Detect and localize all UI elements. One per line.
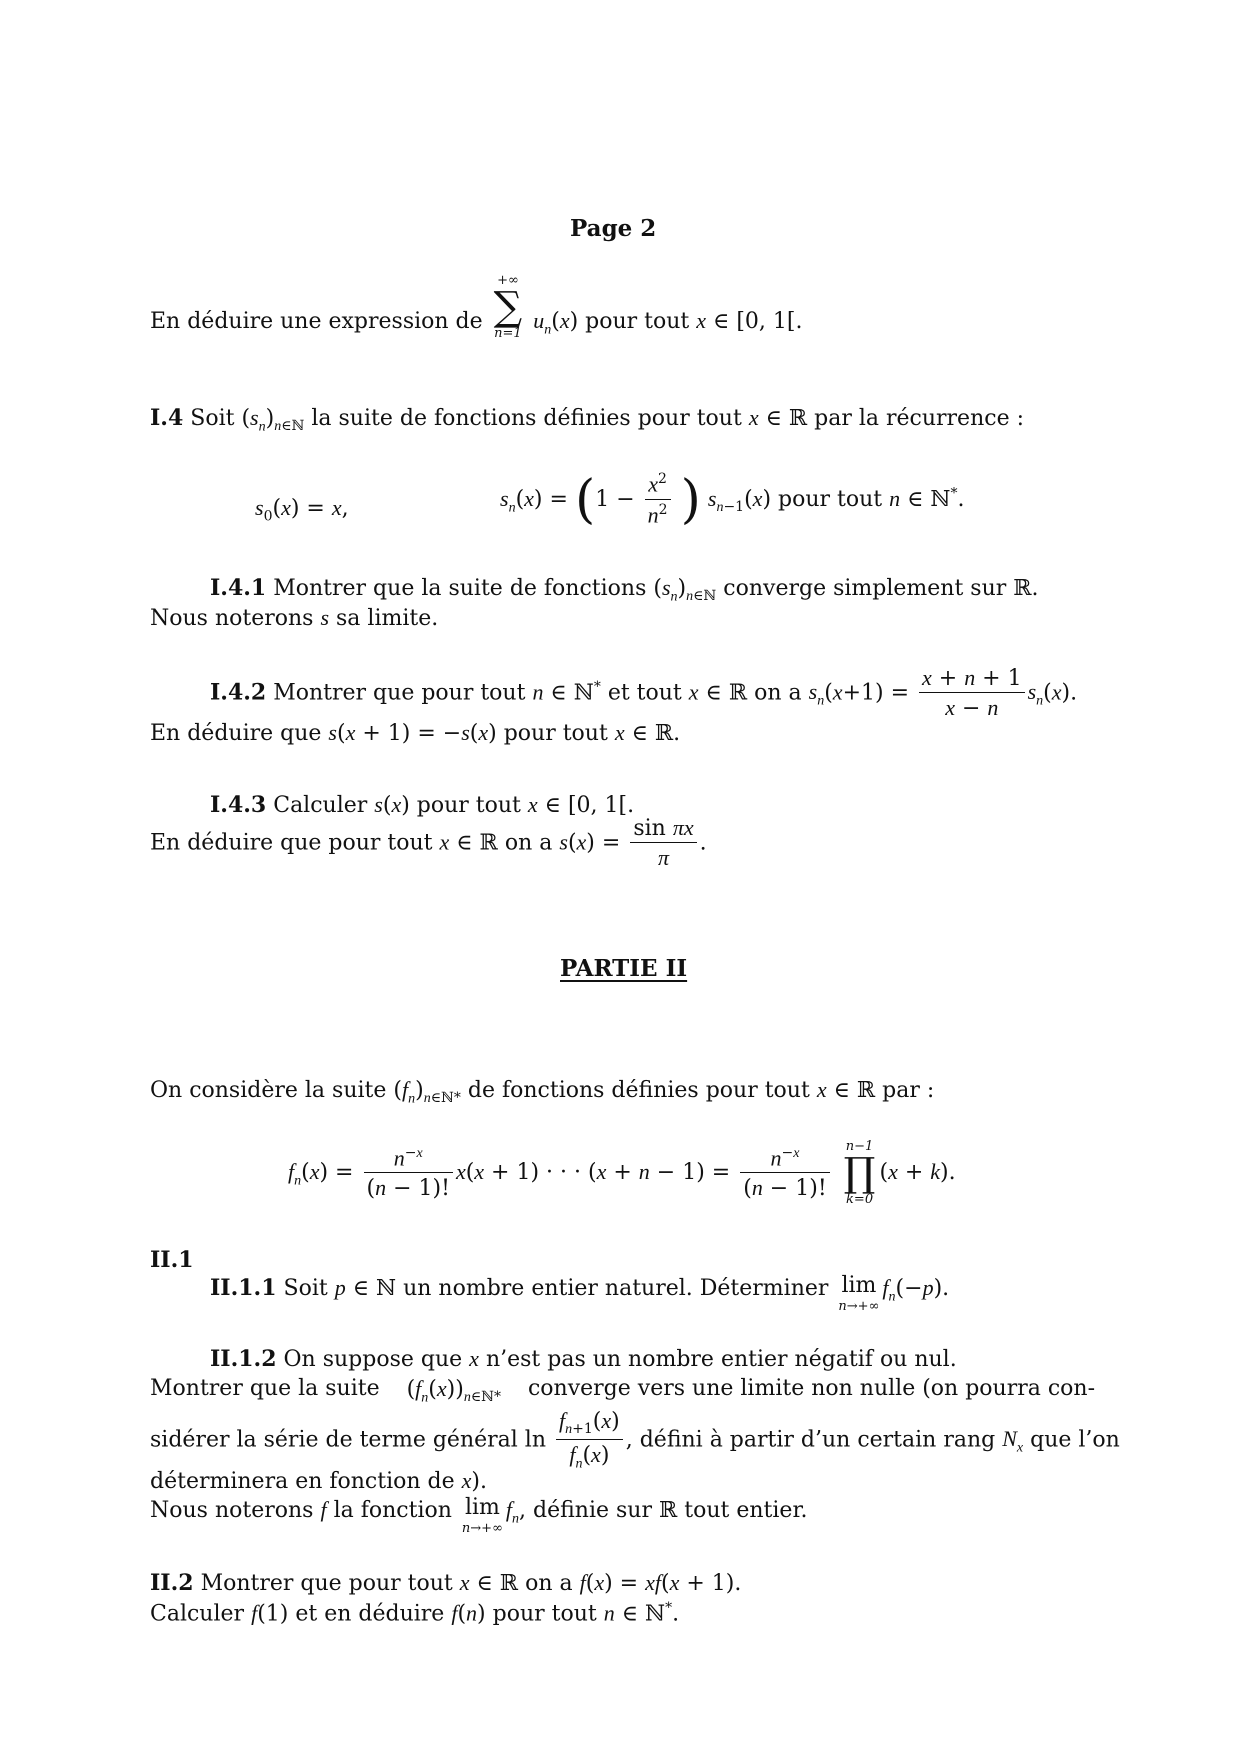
section-i41-text2: converge simplement sur <box>723 576 1007 601</box>
section-i43-text2: pour tout <box>416 793 521 818</box>
section-i42: I.4.2 Montrer que pour tout n ∈ ℕ* et tout x ∈ ℝ on a $s_n(x+1)$ = $\frac{x + n + 1}{x - n}$ $s_n(x)$. <box>210 665 1078 722</box>
section-ii11-text2: un nombre entier naturel. Déterminer <box>403 1276 829 1301</box>
section-i43-line2b: on a <box>504 830 553 856</box>
section-i43-line2a: En déduire que pour tout <box>150 830 433 856</box>
fn-equation: $f_n(x)$ = $\frac{n^{-x}}{(n - 1)!}$ x(x + 1) · · · (x + n − 1) = $\frac{n^{-x}}{(n - 1)!}$ n−1 ∏ k=0 (x + k). <box>288 1139 956 1207</box>
deduce-sum-line: En déduire une expression de +∞ ∑ n=1 $u_n(x)$ pour tout x ∈ [0, 1[. <box>150 273 803 341</box>
section-i41-line2: Nous noterons s sa limite. <box>150 605 439 631</box>
section-i42-line2: En déduire que s(x + 1) = −s(x) pour tout x ∈ ℝ. <box>150 720 681 746</box>
part2-intro-text2: de fonctions définies pour tout <box>467 1078 810 1103</box>
section-ii11-text1: Soit <box>283 1276 328 1301</box>
section-ii12-line5a: Nous noterons <box>150 1498 314 1523</box>
section-ii2-label: II.2 <box>150 1570 194 1596</box>
section-i42-line2a: En déduire que <box>150 721 322 746</box>
section-ii12-line2: Montrer que la suite $(f_n(x))_{n\in ℕ*}$ converge vers une limite non nulle (on pourra con- <box>150 1376 1095 1406</box>
section-i42-label: I.4.2 <box>210 679 267 706</box>
section-ii2-line2: Calculer f(1) et en déduire f(n) pour tout n ∈ ℕ*. <box>150 1600 680 1627</box>
deduce-interval: [0, 1[. <box>736 309 803 334</box>
page-title: Page 2 <box>570 215 657 242</box>
section-ii2-text2: on a <box>525 1571 573 1596</box>
section-ii12-line3: sidérer la série de terme général ln $\frac{f_{n+1}(x)}{f_n(x)}$ , défini à partir d’un certain rang $N_x$ que l’on <box>150 1408 1120 1472</box>
section-ii12-label: II.1.2 <box>210 1346 277 1372</box>
section-i4: I.4 Soit $(s_n)_{n\in ℕ}$ la suite de fonctions définies pour tout x ∈ ℝ par la récurrence : <box>150 405 1024 435</box>
section-ii12-line2b: converge vers une limite non nulle (on pourra con- <box>527 1376 1095 1401</box>
section-i4-text1: Soit <box>190 406 235 431</box>
sum-operator: +∞ ∑ n=1 <box>493 273 523 341</box>
deduce-sum-post: pour tout <box>585 309 690 334</box>
section-ii11-label: II.1.1 <box>210 1275 277 1301</box>
section-ii12-line5: Nous noterons f la fonction lim n→+∞ $f_n$, définie sur ℝ tout entier. <box>150 1495 808 1536</box>
section-ii12-text2: n’est pas un nombre entier négatif ou nul. <box>485 1347 957 1372</box>
section-i42-text2: et tout <box>607 680 682 706</box>
limit-operator: lim n→+∞ <box>838 1273 880 1314</box>
section-ii2-line2b: et en déduire <box>295 1601 445 1627</box>
section-i4-text2: la suite de fonctions définies pour tout <box>311 406 742 431</box>
section-i43-text1: Calculer <box>273 793 368 818</box>
section-i41: I.4.1 Montrer que la suite de fonctions $(s_n)_{n\in ℕ}$ converge simplement sur ℝ. <box>210 575 1039 605</box>
section-ii12: II.1.2 On suppose que x n’est pas un nombre entier négatif ou nul. <box>210 1346 957 1372</box>
section-ii12-line5c: , définie sur <box>519 1498 652 1523</box>
section-i43: I.4.3 Calculer s(x) pour tout x ∈ [0, 1[. <box>210 792 635 818</box>
section-ii12-line2a: Montrer que la suite <box>150 1376 380 1401</box>
section-ii12-text1: On suppose que <box>283 1347 463 1372</box>
section-i42-line2b: pour tout <box>503 721 608 746</box>
deduce-sum-pre: En déduire une expression de <box>150 309 483 334</box>
section-ii12-line5b: la fonction <box>333 1498 452 1523</box>
section-i43-line2: En déduire que pour tout x ∈ ℝ on a s(x) = $\frac{\text{sin πx}}{\pi}$ . <box>150 815 707 871</box>
part2-title: PARTIE II <box>560 955 688 982</box>
section-ii2-line2a: Calculer <box>150 1601 245 1627</box>
section-ii2: II.2 Montrer que pour tout x ∈ ℝ on a f(x) = xf(x + 1). <box>150 1570 742 1596</box>
i4-eq-pour-tout: pour tout <box>778 487 883 512</box>
i4-eq-s0: $s_0(x) = x$, <box>255 495 349 525</box>
section-i43-label: I.4.3 <box>210 792 267 818</box>
section-ii12-line3c: que l’on <box>1030 1427 1120 1453</box>
section-i41-line2a: Nous noterons <box>150 606 314 631</box>
part2-intro: On considère la suite $(f_n)_{n\in ℕ*}$ de fonctions définies pour tout x ∈ ℝ par : <box>150 1077 935 1107</box>
section-i41-line2b: sa limite. <box>336 606 439 631</box>
limit-operator: lim n→+∞ <box>461 1495 503 1536</box>
part2-intro-text1: On considère la suite <box>150 1078 387 1103</box>
section-i42-text3: on a <box>754 680 802 706</box>
section-i41-text1: Montrer que la suite de fonctions <box>273 576 647 601</box>
section-i4-text3: par la récurrence : <box>814 406 1024 431</box>
section-i4-label: I.4 <box>150 405 184 431</box>
i4-eq-sn: $s_n(x) = (1$ − $\frac{x^2}{n^2}$ ) $s_{n-1}(x)$ pour tout n ∈ ℕ*. <box>500 470 965 530</box>
part2-intro-text3: par : <box>882 1078 935 1103</box>
section-ii2-text1: Montrer que pour tout <box>200 1571 453 1596</box>
section-ii12-line4: déterminera en fonction de x). <box>150 1468 487 1494</box>
section-ii12-line5d: tout entier. <box>684 1498 808 1523</box>
section-ii12-line4: déterminera en fonction de <box>150 1469 455 1494</box>
section-ii1-label: II.1 <box>150 1247 194 1273</box>
section-ii12-line3a: sidérer la série de terme général <box>150 1427 518 1453</box>
product-operator: n−1 ∏ k=0 <box>843 1139 876 1207</box>
section-i41-label: I.4.1 <box>210 575 267 601</box>
section-i42-text1: Montrer que pour tout <box>273 680 526 706</box>
section-ii2-line2c: pour tout <box>492 1601 597 1627</box>
section-ii12-line3b: , défini à partir d’un certain rang <box>625 1427 996 1453</box>
section-ii11: II.1.1 Soit p ∈ ℕ un nombre entier naturel. Déterminer lim n→+∞ $f_n(-p)$. <box>210 1273 950 1314</box>
